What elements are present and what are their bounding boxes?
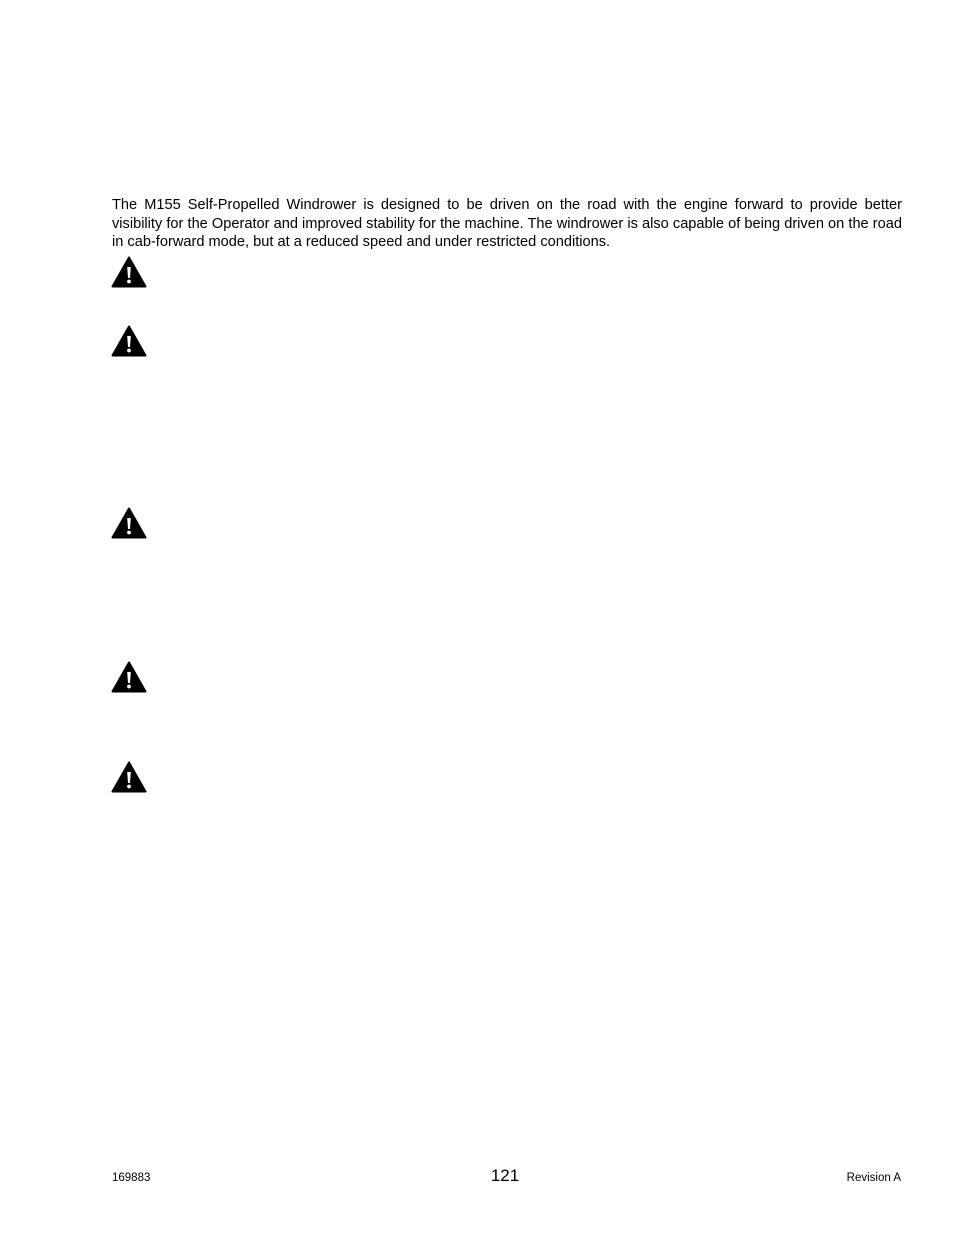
intro-paragraph: The M155 Self-Propelled Windrower is designed to be driven on the road with the engine forward to provide better visibility for the Operator and improved stability for the machine. The windrower is also capable of being driven on the road in cab-forward mode, but at a reduced speed and under restricted conditions. xyxy=(112,197,902,251)
page-number: 121 xyxy=(490,1166,520,1185)
warning-triangle-icon xyxy=(111,325,147,357)
revision-label: Revision A xyxy=(846,1172,901,1184)
warning-triangle-icon xyxy=(111,761,147,793)
warning-triangle-icon xyxy=(111,661,147,693)
document-number: 169883 xyxy=(112,1172,151,1184)
warning-triangle-icon xyxy=(111,507,147,539)
warning-triangle-icon xyxy=(111,256,147,288)
